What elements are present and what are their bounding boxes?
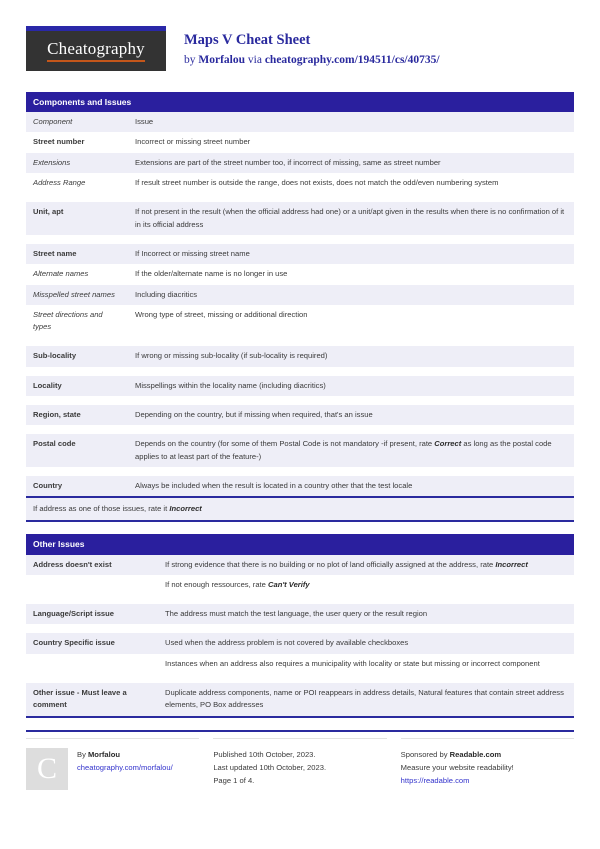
- spacer-cell: [26, 467, 574, 476]
- footnote-text: If address as one of those issues, rate it: [33, 504, 170, 514]
- row-label: Address doesn't exist: [26, 555, 158, 575]
- table-row: [26, 132, 574, 152]
- spacer-cell: [26, 235, 574, 244]
- table-row: [26, 202, 574, 235]
- row-label: Locality: [26, 376, 128, 396]
- table-row: [26, 264, 574, 284]
- byline-prefix: by: [184, 53, 199, 66]
- row-label: Extensions: [26, 153, 128, 173]
- byline-source-link[interactable]: cheatography.com/194511/cs/40735/: [264, 53, 440, 66]
- logo-wordmark: Cheatography: [47, 40, 145, 62]
- row-label: Sub-locality: [26, 346, 128, 366]
- table-spacer-row: [26, 467, 574, 476]
- table-row: [26, 346, 574, 366]
- spacer-cell: [26, 674, 574, 683]
- section-footnote: [26, 496, 574, 522]
- row-label: Street name: [26, 244, 128, 264]
- description-text: If not enough ressources, rate: [165, 579, 268, 589]
- spacer-cell: [26, 193, 574, 202]
- section-heading: Other Issues: [26, 534, 574, 554]
- spacer-cell: [26, 337, 574, 346]
- row-label: Alternate names: [26, 264, 128, 284]
- emphasis-term: Incorrect: [495, 559, 528, 569]
- description-text: as long as the postal code applies to at least part of the feature-): [135, 439, 552, 461]
- table-row: [26, 244, 574, 264]
- table-spacer-row: [26, 425, 574, 434]
- row-description: If the older/alternate name is no longer in use: [128, 264, 574, 284]
- spacer-cell: [26, 396, 574, 405]
- row-description: Duplicate address components, name or POI reappears in address details, Natural features that contain street address elements, PO Box addresses: [158, 683, 574, 716]
- footer-by-prefix: By: [77, 749, 88, 759]
- row-description: Extensions are part of the street number too, if incorrect of missing, same as street number: [128, 153, 574, 173]
- row-description: If not present in the result (when the official address had one) or a unit/apt given in the results when there is no confirmation of it in its official address: [128, 202, 574, 235]
- row-description: Including diacritics: [128, 285, 574, 305]
- footer-author-line: [77, 748, 173, 761]
- sponsor-line: [401, 748, 514, 761]
- table-row: [26, 633, 574, 653]
- table-row: [26, 112, 574, 132]
- row-label: [26, 654, 158, 674]
- table-spacer-row: [26, 396, 574, 405]
- row-description: Wrong type of street, missing or additional direction: [128, 305, 574, 338]
- sponsor-link[interactable]: https://readable.com: [400, 776, 470, 786]
- row-description: If Incorrect or missing street name: [128, 244, 574, 264]
- spacer-cell: [26, 367, 574, 376]
- issues-table: [26, 112, 574, 496]
- updated-date: Last updated 10th October, 2023.: [213, 762, 327, 772]
- table-row: [26, 575, 574, 595]
- spacer-cell: [26, 595, 574, 604]
- row-description: Issue: [128, 112, 574, 132]
- table-row: [26, 285, 574, 305]
- cheatography-logo[interactable]: [26, 26, 166, 71]
- table-row: [26, 683, 574, 716]
- table-row: [26, 376, 574, 396]
- table-spacer-row: [26, 367, 574, 376]
- row-description: Depending on the country, but if missing when required, that's an issue: [128, 405, 574, 425]
- table-row: [26, 434, 574, 467]
- emphasis-term: Can't Verify: [268, 579, 310, 589]
- footer-author-name: Morfalou: [87, 749, 121, 759]
- page-footer: [26, 730, 574, 790]
- published-date: Published 10th October, 2023.: [213, 749, 316, 759]
- table-spacer-row: [26, 337, 574, 346]
- sponsor-name: Readable.com: [449, 749, 502, 759]
- title-block: [184, 26, 440, 68]
- row-label: Country: [26, 476, 128, 496]
- page-title: Maps V Cheat Sheet: [184, 32, 311, 48]
- row-label: Street number: [26, 132, 128, 152]
- byline-middle: via: [245, 53, 265, 66]
- issues-table: [26, 555, 574, 716]
- row-label: Street directions and types: [26, 305, 128, 338]
- section-bottom-rule: [26, 716, 574, 718]
- section-block: [26, 92, 574, 522]
- table-row: [26, 173, 574, 193]
- table-row: [26, 153, 574, 173]
- table-spacer-row: [26, 595, 574, 604]
- footer-sponsor-column: [401, 738, 574, 790]
- footer-dates-column: [213, 738, 386, 790]
- row-description: Instances when an address also requires a municipality with locality or state but missing or incorrect component: [158, 654, 574, 674]
- sponsor-tagline: Measure your website readability!: [400, 762, 514, 772]
- row-label: Postal code: [26, 434, 128, 467]
- row-description: The address must match the test language, the user query or the result region: [158, 604, 574, 624]
- row-label: Region, state: [26, 405, 128, 425]
- section-heading: Components and Issues: [26, 92, 574, 112]
- masthead: [26, 26, 574, 76]
- row-label: Other issue - Must leave a comment: [26, 683, 158, 716]
- description-text: Depends on the country (for some of them Postal Code is not mandatory -if present, rate: [135, 439, 435, 449]
- section-block: [26, 534, 574, 717]
- table-spacer-row: [26, 235, 574, 244]
- table-row: [26, 476, 574, 496]
- row-description: If result street number is outside the range, does not exists, does not match the odd/even numbering system: [128, 173, 574, 193]
- sponsor-prefix: Sponsored by: [400, 749, 450, 759]
- table-row: [26, 604, 574, 624]
- content-blocks: [26, 92, 574, 718]
- byline: [184, 52, 440, 68]
- table-row: [26, 654, 574, 674]
- page-number: Page 1 of 4.: [213, 776, 255, 786]
- footer-author-column: [26, 738, 199, 790]
- row-description: [158, 575, 574, 595]
- table-row: [26, 305, 574, 338]
- row-label: Unit, apt: [26, 202, 128, 235]
- table-row: [26, 405, 574, 425]
- byline-author: Morfalou: [198, 53, 246, 66]
- table-row: [26, 555, 574, 575]
- emphasis-term: Incorrect: [169, 504, 202, 514]
- table-spacer-row: [26, 193, 574, 202]
- row-description: Always be included when the result is located in a country other that the test locale: [128, 476, 574, 496]
- spacer-cell: [26, 624, 574, 633]
- row-description: [128, 434, 574, 467]
- row-description: If wrong or missing sub-locality (if sub-locality is required): [128, 346, 574, 366]
- table-spacer-row: [26, 674, 574, 683]
- row-label: Country Specific issue: [26, 633, 158, 653]
- row-label: Misspelled street names: [26, 285, 128, 305]
- table-spacer-row: [26, 624, 574, 633]
- row-label: Address Range: [26, 173, 128, 193]
- emphasis-term: Correct: [434, 439, 462, 449]
- row-label: Language/Script issue: [26, 604, 158, 624]
- row-label: Component: [26, 112, 128, 132]
- row-description: [158, 555, 574, 575]
- avatar: C: [26, 748, 68, 790]
- description-text: If strong evidence that there is no building or no plot of land officially assigned at the address, rate: [165, 559, 496, 569]
- spacer-cell: [26, 425, 574, 434]
- row-label: [26, 575, 158, 595]
- row-description: Misspellings within the locality name (including diacritics): [128, 376, 574, 396]
- row-description: Used when the address problem is not covered by available checkboxes: [158, 633, 574, 653]
- row-description: Incorrect or missing street number: [128, 132, 574, 152]
- footer-author-link[interactable]: cheatography.com/morfalou/: [77, 762, 173, 772]
